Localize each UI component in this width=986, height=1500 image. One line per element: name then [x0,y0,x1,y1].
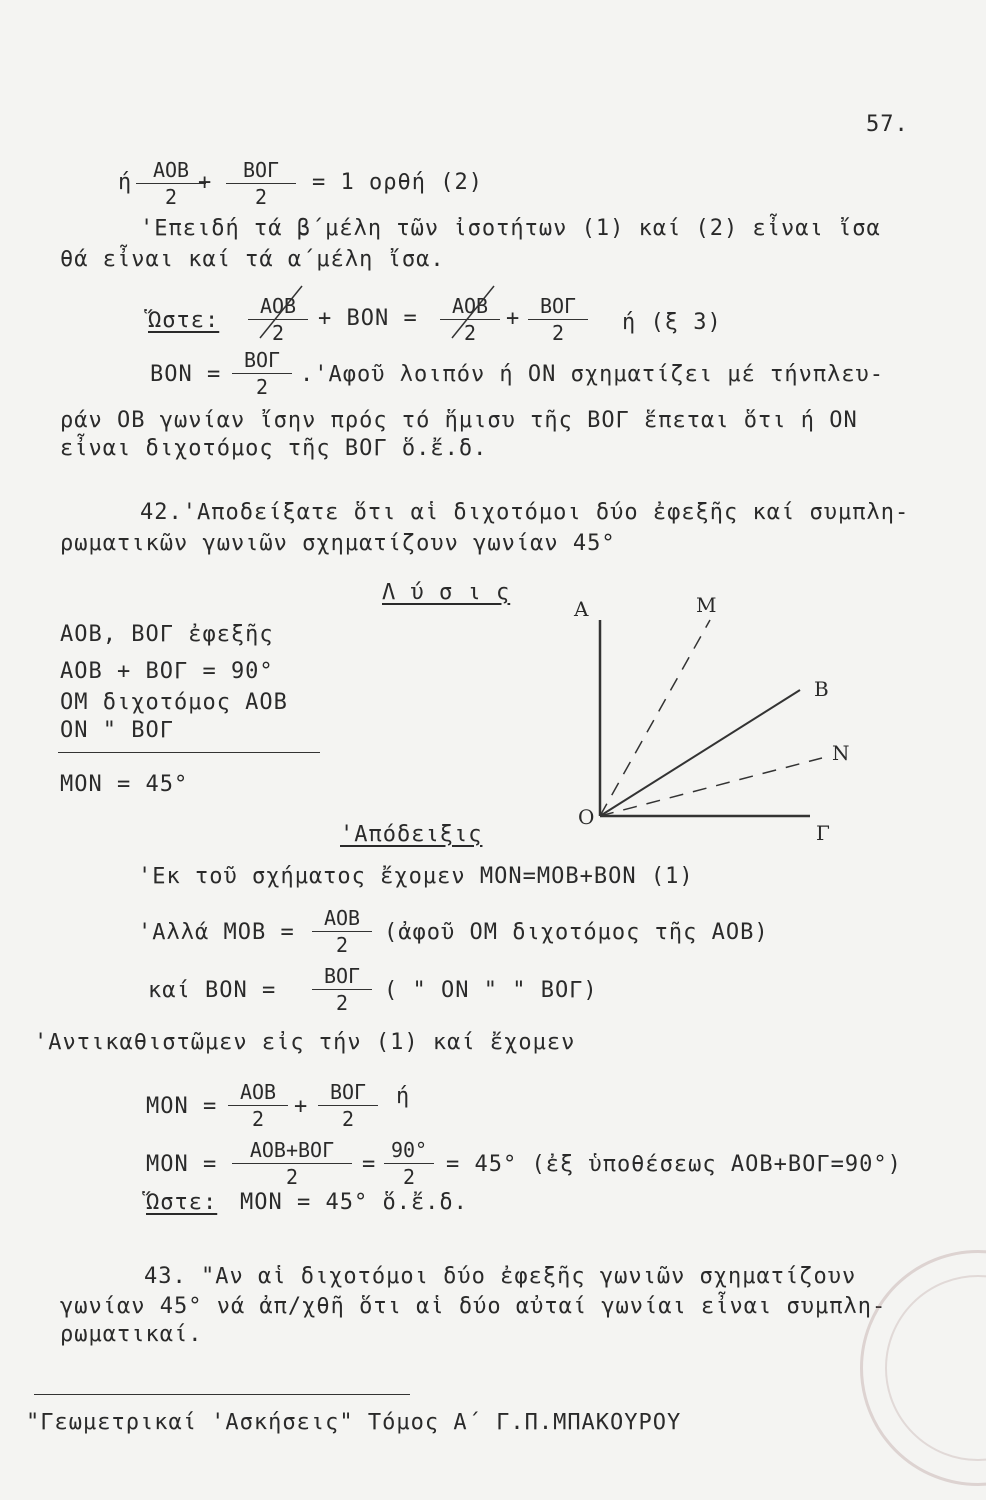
denominator: 2 [285,1165,299,1189]
label-b: B [814,677,829,701]
fraction-bog-half [226,158,296,209]
numerator: BOΓ [318,1080,378,1106]
numerator: AOB [440,294,500,320]
denominator: 2 [164,185,178,209]
label-n: N [832,741,850,765]
equation-rest: = 1 ορθή (2) [312,170,483,195]
problem-43-line: 43. "Αν αἱ διχοτόμοι δύο ἐφεξῆς γωνιῶν σχηματίζουν [144,1264,857,1289]
hoste-label: Ὥστε: [146,1190,218,1215]
page-number: 57. [866,112,909,137]
proof-lhs: καί BON = [148,978,277,1003]
proof-lhs: MON = [146,1152,218,1177]
fraction-bog-half [232,348,292,399]
denominator: 2 [341,1107,355,1131]
eta-word: ή [396,1084,411,1109]
numerator: BOΓ [226,158,296,184]
fraction-sum-half [232,1138,352,1189]
equation-lhs: BON = [150,362,222,387]
label-m: M [696,593,717,617]
paragraph-line: 'Επειδή τά β΄μέλη τῶν ἰσοτήτων (1) καί (2) εἶναι ἴσα [140,216,881,241]
given-divider [58,752,320,753]
fraction-aob-half [228,1080,288,1131]
denominator: 2 [251,1107,265,1131]
paragraph-line: εἶναι διχοτόμος τῆς BOΓ ὅ.ἔ.δ. [60,436,488,461]
fraction-bog-half [528,294,588,345]
given-line: AOB, BOΓ ἐφεξῆς [60,622,274,647]
paragraph-line: .'Αφοῦ λοιπόν ή ON σχηματίζει μέ τήνπλευ- [300,362,885,387]
footer-divider [34,1394,410,1395]
denominator: 2 [402,1165,416,1189]
proof-comment: (ἀφοῦ OM διχοτόμος τῆς AOB) [384,920,769,945]
numerator: BOΓ [232,348,292,374]
paragraph-line: ράν OB γωνίαν ἴσην πρός τό ἥμισυ τῆς BOΓ ἕπεται ὅτι ή ON [60,408,858,433]
given-line: OM διχοτόμος AOB [60,690,288,715]
ray-om [600,620,710,816]
footer-source: "Γεωμετρικαί 'Ασκήσεις" Τόμος Α΄ Γ.Π.ΜΠΑΚΟΥΡΟΥ [26,1410,682,1435]
lysis-heading: Λ ύ σ ι ς [382,580,511,605]
numerator: AOB [312,906,372,932]
apodeixis-heading: 'Απόδειξις [340,822,483,847]
numerator: 90° [384,1138,434,1164]
numerator: AOB [228,1080,288,1106]
eta-word: ή [118,170,133,195]
fraction-aob-half [312,906,372,957]
problem-43-line: ρωματικαί. [60,1322,203,1347]
numerator: AOB+BOΓ [232,1138,352,1164]
angle-figure [560,580,860,840]
problem-42-line: ρωματικῶν γωνιῶν σχηματίζουν γωνίαν 45° [60,531,616,556]
numerator: BOΓ [528,294,588,320]
denominator: 2 [551,321,565,345]
equals-sign: = [362,1152,377,1177]
fraction-ninety-half [384,1138,434,1189]
fraction-aob-half [136,158,206,209]
numerator: AOB [248,294,308,320]
proof-comment: ( " ON " " BOΓ) [384,978,598,1003]
fraction-bog-half [318,1080,378,1131]
problem-42-line: 42.'Αποδείξατε ὅτι αἱ διχοτόμοι δύο ἐφεξῆς καί συμπλη- [140,500,910,525]
proof-lhs: 'Αλλά MOB = [138,920,295,945]
given-line: AOB + BOΓ = 90° [60,659,274,684]
reference: ή (ξ 3) [622,310,722,335]
label-a: A [574,597,589,621]
proof-line: 'Εκ τοῦ σχήματος ἔχομεν MON=MOB+BON (1) [138,864,694,889]
proof-final: MON = 45° ὅ.ἔ.δ. [240,1190,468,1215]
label-o: O [578,805,595,829]
numerator: BOΓ [312,964,372,990]
ray-ob [600,690,800,816]
proof-conclusion: = 45° (ἐξ ὑποθέσεως AOB+BOΓ=90°) [446,1152,902,1177]
denominator: 2 [271,321,285,345]
label-g: Γ [816,821,830,840]
hoste-label: Ὥστε: [148,308,220,333]
equation-mid: + BON = [318,306,418,331]
proof-line: 'Αντικαθιστῶμεν εἰς τήν (1) καί ἔχομεν [34,1030,576,1055]
denominator: 2 [254,185,268,209]
plus-sign: + [506,306,521,331]
ray-on [600,758,822,816]
problem-43-line: γωνίαν 45° νά ἀπ/χθῆ ὅτι αἱ δύο αὐταί γωνίαι εἶναι συμπλη- [60,1294,887,1319]
proof-lhs: MON = [146,1094,218,1119]
plus-sign: + [294,1094,309,1119]
denominator: 2 [255,375,269,399]
fraction-bog-half [312,964,372,1015]
library-stamp [860,1250,986,1486]
paragraph-line: θά εἶναι καί τά α΄μέλη ἴσα. [60,247,445,272]
denominator: 2 [335,991,349,1015]
numerator: AOB [136,158,206,184]
denominator: 2 [463,321,477,345]
cancel-strokes [240,282,500,342]
denominator: 2 [335,933,349,957]
result-line: MON = 45° [60,772,189,797]
plus-sign: + [198,170,213,195]
given-line: ON " BOΓ [60,718,174,743]
